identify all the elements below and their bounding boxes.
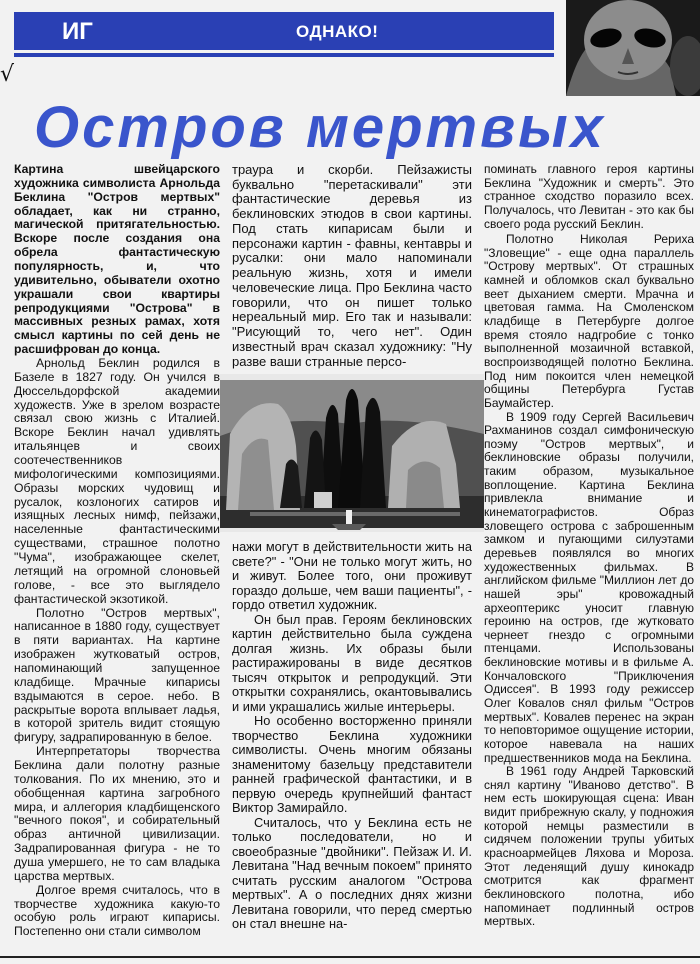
bottom-rule xyxy=(0,956,700,958)
paragraph: Полотно Николая Рериха "Зловещие" - еще одна параллель "Острову мертвых". От страшных камней и обломков скал буквально веет дыханием смерти. Мрачна и цветовая гамма. На Смоленском кладбище в Петербурге долгое время стояло надгробие с тонко выполненной мозаичной вставкой, воспроизводящей полотно Беклина. Под ним покоится член немецкой общины Петербурга Густав Баумайстер. xyxy=(484,232,694,410)
paragraph: Он был прав. Героям беклиновских картин действительно была суждена долгая жизнь. Их образы были растиражированы в виде десятков тысяч открыток и репродукций. Эти открытки сохранялись, окантовывались и ими украшались жилые интерьеры. xyxy=(232,611,472,714)
paragraph: нажи могут в действительности жить на свете?" - "Они не только могут жить, но и живут. Более того, они проживут гораздо дольше, чем ваши пациенты", - гордо ответил художник. xyxy=(232,539,472,613)
header-rule xyxy=(14,53,554,57)
paragraph: поминать главного героя картины Беклина "Художник и смерть". Это странное сходство поразило всех. Получалось, что Левитан - это как бы своего рода русский Беклин. xyxy=(484,162,694,231)
paragraph: Интерпретаторы творчества Беклина дали полотну разные толкования. По их мнению, это и обобщенная картина загробного мира, и аллегория кладбищенского "вечного покоя", и собирательный образ античной цивилизации. Задрапированная фигура - не то душа умершего, не то сам владыка царства мертвых. xyxy=(14,744,220,883)
rubric-label: ОДНАКО! xyxy=(296,22,379,41)
section-label: ИГ xyxy=(62,18,93,45)
article-headline: Остров мертвых xyxy=(34,95,606,160)
column-2-bottom xyxy=(232,540,472,932)
section-header-bar xyxy=(14,12,554,50)
column-1 xyxy=(14,163,220,939)
lead-paragraph: Картина швейцарского художника символиста Арнольда Беклина "Остров мертвых" обладает, как ни странно, магической притягательностью. Вскоре после создания она обрела фантастическую популярность, и, что удивительно, обыватели охотно украшали свои квартиры репродукциями "Острова" в массивных резных рамах, хотя смысл картины по сей день не расшифрован до конца. xyxy=(14,162,220,357)
margin-check-mark: √ xyxy=(0,62,15,87)
paragraph: Долгое время считалось, что в творчестве художника какую-то особую роль играют кипарисы. Постепенно они стали символом xyxy=(14,882,220,939)
alien-face-photo xyxy=(566,0,700,96)
paragraph: Полотно "Остров мертвых", написанное в 1880 году, существует в пяти вариантах. На картине изображен жутковатый остров, напоминающий запущенное кладбище. Мрачные кипарисы вздымаются в серое. небо. В раскрытые ворота вплывает ладья, в которой зритель видит стоящую фигуру, задрапированную в белое. xyxy=(14,605,220,745)
paragraph: Считалось, что у Беклина есть не только последователи, но и своеобразные "двойники". Пейзаж И. И. Левитана "Над вечным покоем" принято считать русским аналогом "Острова мертвых". А о последних днях жизни Левитана говорили, что перед смертью он стал внешне на- xyxy=(232,814,472,932)
paragraph: Арнольд Беклин родился в Базеле в 1827 году. Он учился в Дюссельдорфской академии художеств. Уже в зрелом возрасте связал свою жизнь с Италией. Вскоре Беклин начал удивлять итальянцев и своих соотечественников мифологическими композициями. Образы морских чудовищ и русалок, козлоногих сатиров и изящных лесных нимф, пейзажи, населенные фантастическими существами, страшное полотно "Чума", изображающее скелет, летящий на огромной слоновьей голове, - все это выглядело фантастической экзотикой. xyxy=(14,356,220,606)
paragraph: В 1909 году Сергей Васильевич Рахманинов создал симфоническую поэму "Остров мертвых", и беклиновские образы получили, таким образом, музыкальное воплощение. Картина Беклина привлекла внимание и кинематографистов. Образ зловещего острова с заброшенным замком и пугающими силуэтами деревьев появлялся во многих художественных фильмах. В английском фильме "Миллион лет до нашей эры" кровожадный археоптерикс уносит главную героиню на остров, где жутковато чернеет гнездо с огромными птенцами. Использованы беклиновские мотивы и в фильме А. Кончаловского "Приключения Одиссея". В 1993 году режиссер Олег Ковалов снял фильм "Остров мертвых". Ковалев перенес на экран то неповторимое ощущение истории, которое навевала на наших предшественников мода на Беклина. xyxy=(484,409,694,765)
paragraph: В 1961 году Андрей Тарковский снял картину "Иваново детство". В нем есть шокирующая сцена: Иван видит прибрежную скалу, у подножия которой немцы разместили в сидячем положении трупы убитых красноармейцев Ляхова и Мороза. Этот леденящий душу кинокадр смотрится как фрагмент беклиновского полотна, ибо напоминает подлинный остров мертвых. xyxy=(484,764,694,929)
paragraph: траура и скорби. Пейзажисты буквально "перетаскивали" эти фантастические деревья из беклиновских этюдов в свои картины. Под стать кипарисам были и персонажи картин - фавны, кентавры и русалки: они мало напоминали реальную жизнь, хотя и имели человеческие лица. Про Беклина часто говорили, что он пишет только нереальный мир. Его так и называли: "Рисующий то, чего нет". Один известный врач сказал художнику: "Ну разве ваши странные персо- xyxy=(232,162,472,369)
island-of-the-dead-painting xyxy=(220,374,484,532)
column-3 xyxy=(484,163,694,929)
paragraph: Но особенно восторженно приняли творчество Беклина художники символисты. Очень многим обязаны знаменитому базельцу представители ранней графической фантастики, и в первую очередь крупнейший фантаст Виктор Замирайло. xyxy=(232,713,472,816)
column-2-top xyxy=(232,163,472,369)
